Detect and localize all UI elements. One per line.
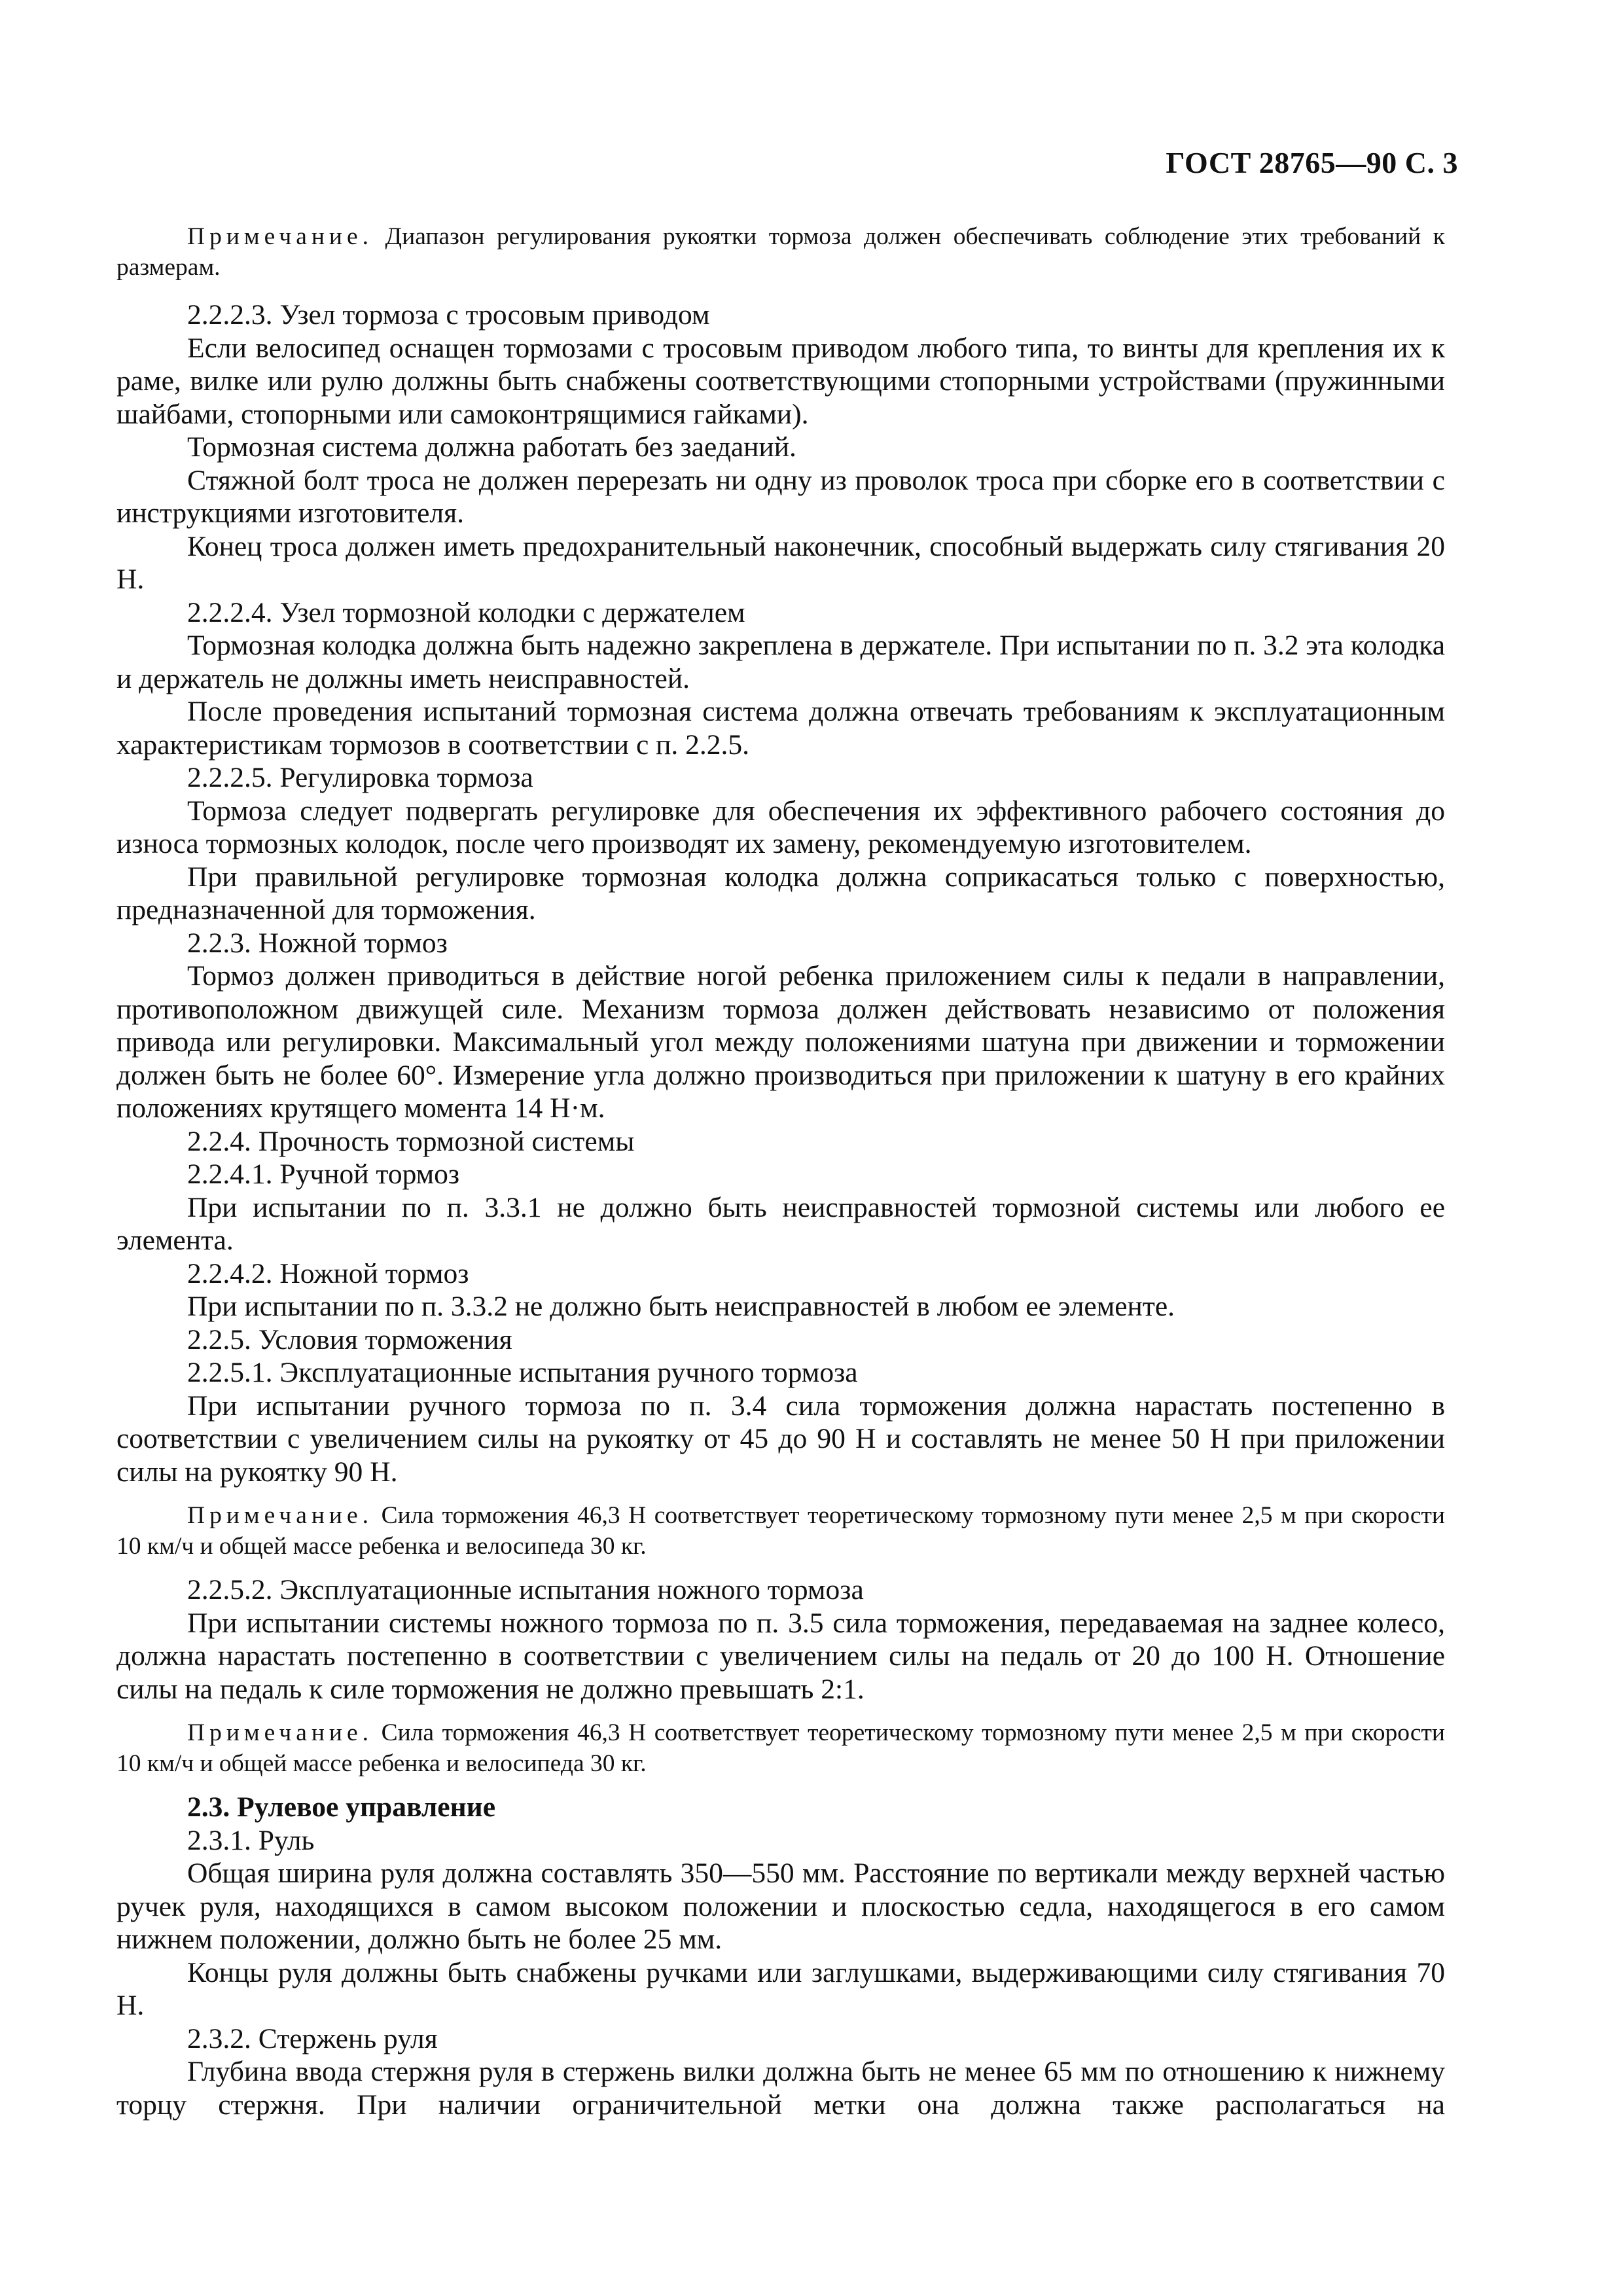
section-heading: 2.2.2.5. Регулировка тормоза — [187, 762, 533, 793]
note-paragraph — [116, 1500, 1445, 1562]
section-heading: 2.2.5.2. Эксплуатационные испытания ножного тормоза — [187, 1574, 864, 1605]
paragraph: При правильной регулировке тормозная колодка должна соприкасаться только с поверхностью, предназначенной для торможения. — [116, 861, 1445, 925]
paragraph: При испытании по п. 3.3.2 не должно быть неисправностей в любом ее элементе. — [187, 1291, 1175, 1322]
paragraph: При испытании системы ножного тормоза по п. 3.5 сила торможения, передаваемая на заднее колесо, должна нарастать постепенно в соответствии с увеличением силы на педаль от 20 до 100 Н. Отношение силы на педаль к силе торможения не должно превышать 2:1. — [116, 1607, 1445, 1705]
section-heading: 2.2.5. Условия торможения — [187, 1323, 512, 1355]
document-body — [116, 221, 1445, 2121]
page-header: ГОСТ 28765—90 С. 3 — [1166, 146, 1458, 179]
paragraph: Тормоза следует подвергать регулировке для обеспечения их эффективного рабочего состояния до износа тормозных колодок, после чего производят их замену, рекомендуемую изготовителем. — [116, 795, 1445, 859]
section-heading: 2.3.1. Руль — [187, 1824, 315, 1856]
paragraph: Тормозная система должна работать без заеданий. — [187, 431, 796, 463]
section-heading: 2.2.5.1. Эксплуатационные испытания ручного тормоза — [187, 1357, 858, 1388]
section-heading: 2.3.2. Стержень руля — [187, 2022, 438, 2054]
note-paragraph — [116, 1717, 1445, 1779]
section-heading: 2.2.4.2. Ножной тормоз — [187, 1257, 469, 1289]
section-heading-bold: 2.3. Рулевое управление — [187, 1791, 496, 1823]
note-label: Примечание. — [187, 1719, 374, 1746]
paragraph: Глубина ввода стержня руля в стержень вилки должна быть не менее 65 мм по отношению к нижнему торцу стержня. При наличии ограничительной метки она должна также располагаться на — [116, 2056, 1445, 2121]
section-heading: 2.2.4. Прочность тормозной системы — [187, 1125, 635, 1157]
note-text: Диапазон регулирования рукоятки тормоза должен обеспечивать соблюдение этих требований к размерам. — [116, 223, 1445, 281]
paragraph: Тормоз должен приводиться в действие ногой ребенка приложением силы к педали в направлении, противоположном движущей силе. Механизм тормоза должен действовать независимо от положения привода или регулировки. Максимальный угол между положениями шатуна при движении и торможении должен быть не более 60°. Измерение угла должно производиться при приложении к шатуну в его крайних положениях крутящего момента 14 Н·м. — [116, 960, 1445, 1124]
note-label: Примечание. — [187, 1502, 374, 1529]
section-heading: 2.2.2.4. Узел тормозной колодки с держателем — [187, 596, 745, 628]
section-heading: 2.2.4.1. Ручной тормоз — [187, 1158, 460, 1190]
note-text: Сила торможения 46,3 Н соответствует теоретическому тормозному пути менее 2,5 м при скорости 10 км/ч и общей массе ребенка и велосипеда 30 кг. — [116, 1719, 1445, 1777]
paragraph: После проведения испытаний тормозная система должна отвечать требованиям к эксплуатационным характеристикам тормозов в соответствии с п. 2.2.5. — [116, 696, 1445, 761]
paragraph: Конец троса должен иметь предохранительный наконечник, способный выдержать силу стягивания 20 Н. — [116, 530, 1445, 595]
paragraph: Тормозная колодка должна быть надежно закреплена в держателе. При испытании по п. 3.2 эта колодка и держатель не должны иметь неисправностей. — [116, 630, 1445, 694]
paragraph: Концы руля должны быть снабжены ручками или заглушками, выдерживающими силу стягивания 70 Н. — [116, 1956, 1445, 2021]
paragraph: При испытании по п. 3.3.1 не должно быть неисправностей тормозной системы или любого ее элемента. — [116, 1191, 1445, 1256]
paragraph: При испытании ручного тормоза по п. 3.4 сила торможения должна нарастать постепенно в соответствии с увеличением силы на рукоятку от 45 до 90 Н и составлять не менее 50 Н при приложении силы на рукоятку 90 Н. — [116, 1390, 1445, 1488]
paragraph: Стяжной болт троса не должен перерезать ни одну из проволок троса при сборке его в соответствии с инструкциями изготовителя. — [116, 464, 1445, 529]
paragraph: Если велосипед оснащен тормозами с тросовым приводом любого типа, то винты для крепления их к раме, вилке или рулю должны быть снабжены соответствующими стопорными устройствами (пружинными шайбами, стопорными или самоконтрящимися гайками). — [116, 332, 1445, 430]
section-heading: 2.2.3. Ножной тормоз — [187, 927, 448, 959]
section-heading: 2.2.2.3. Узел тормоза с тросовым приводом — [187, 299, 710, 331]
note-paragraph — [116, 221, 1445, 283]
note-text: Сила торможения 46,3 Н соответствует теоретическому тормозному пути менее 2,5 м при скорости 10 км/ч и общей массе ребенка и велосипеда 30 кг. — [116, 1502, 1445, 1560]
note-label: Примечание. — [187, 223, 374, 250]
paragraph: Общая ширина руля должна составлять 350—550 мм. Расстояние по вертикали между верхней частью ручек руля, находящихся в самом высоком положении и плоскостью седла, находящегося в его самом нижнем положении, должно быть не более 25 мм. — [116, 1857, 1445, 1955]
